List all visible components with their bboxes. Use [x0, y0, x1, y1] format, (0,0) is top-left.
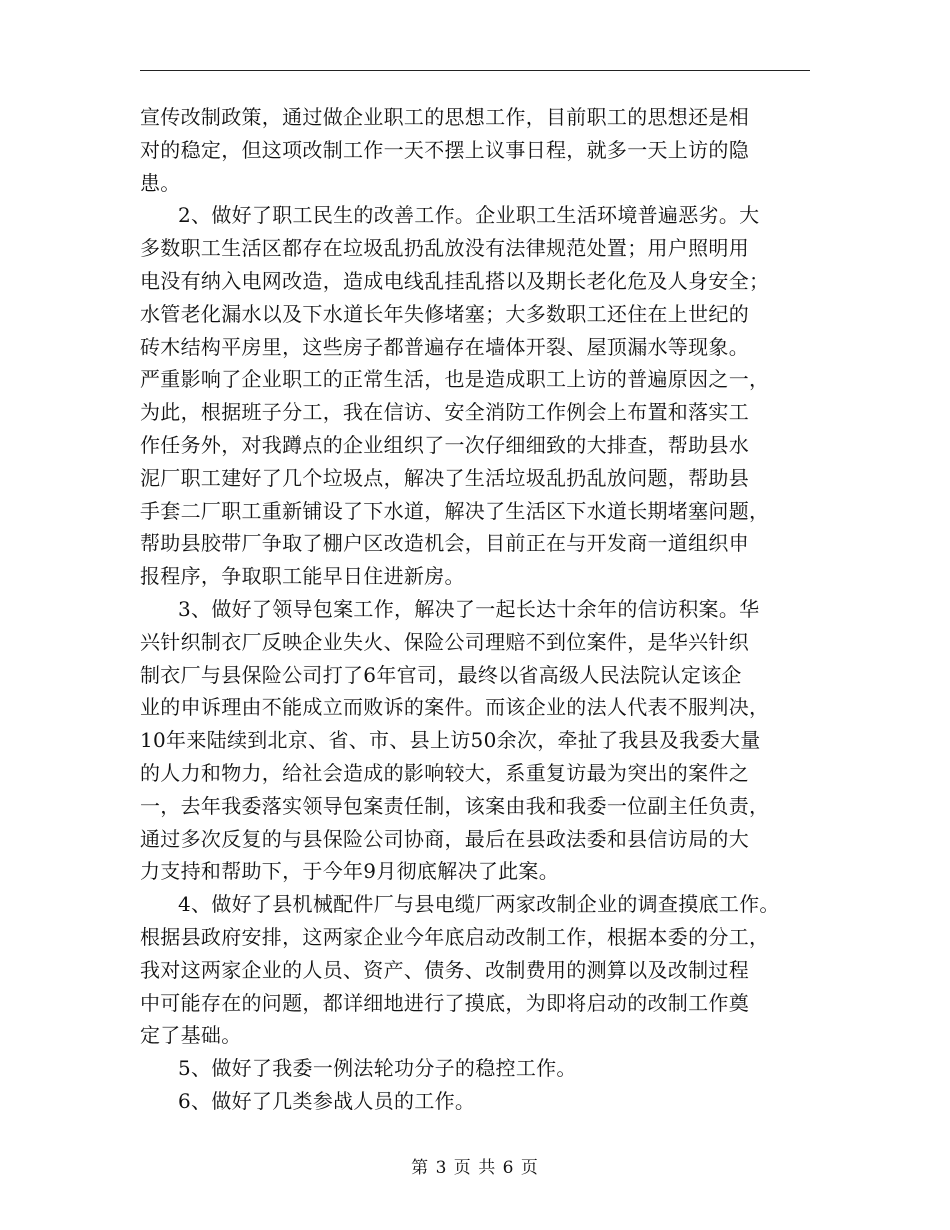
text-line: 3、做好了领导包案工作，解决了一起长达十余年的信访积案。华 [178, 596, 760, 621]
text-line: 根据县政府安排，这两家企业今年底启动改制工作，根据本委的分工， [140, 924, 770, 949]
header-rule [140, 70, 810, 71]
text-line: 多数职工生活区都存在垃圾乱扔乱放没有法律规范处置；用户照明用 [140, 236, 749, 261]
text-line: 严重影响了企业职工的正常生活，也是造成职工上访的普遍原因之一， [140, 367, 770, 392]
text-line: 帮助县胶带厂争取了棚户区改造机会，目前正在与开发商一道组织申 [140, 531, 749, 556]
text-line: 的人力和物力，给社会造成的影响较大，系重复访最为突出的案件之 [140, 760, 749, 785]
text-line: 手套二厂职工重新铺设了下水道，解决了生活区下水道长期堵塞问题， [140, 498, 770, 523]
text-line: 制衣厂与县保险公司打了6年官司，最终以省高级人民法院认定该企 [140, 662, 742, 687]
text-line: 定了基础。 [140, 1023, 242, 1048]
text-line: 水管老化漏水以及下水道长年失修堵塞；大多数职工还住在上世纪的 [140, 301, 749, 326]
text-line: 宣传改制政策，通过做企业职工的思想工作，目前职工的思想还是相 [140, 105, 749, 129]
text-line: 5、做好了我委一例法轮功分子的稳控工作。 [178, 1056, 577, 1081]
body-text [140, 101, 830, 1118]
text-line: 10年来陆续到北京、省、市、县上访50余次，牵扯了我县及我委大量 [140, 728, 761, 753]
text-line: 力支持和帮助下，于今年9月彻底解决了此案。 [140, 859, 560, 884]
text-line: 患。 [140, 170, 181, 195]
text-line: 报程序，争取职工能早日住进新房。 [140, 564, 465, 589]
text-line: 我对这两家企业的人员、资产、债务、改制费用的测算以及改制过程 [140, 957, 749, 982]
text-line: 作任务外，对我蹲点的企业组织了一次仔细细致的大排查，帮助县水 [140, 432, 749, 457]
text-line: 中可能存在的问题，都详细地进行了摸底，为即将启动的改制工作奠 [140, 990, 749, 1015]
text-line: 6、做好了几类参战人员的工作。 [178, 1088, 476, 1113]
text-line: 兴针织制衣厂反映企业失火、保险公司理赔不到位案件，是华兴针织 [140, 629, 749, 654]
text-line: 一，去年我委落实领导包案责任制，该案由我和我委一位副主任负责， [140, 793, 770, 818]
text-line: 泥厂职工建好了几个垃圾点，解决了生活垃圾乱扔乱放问题，帮助县 [140, 465, 749, 490]
text-line: 电没有纳入电网改造，造成电线乱挂乱搭以及期长老化危及人身安全； [140, 268, 770, 293]
text-line: 为此，根据班子分工，我在信访、安全消防工作例会上布置和落实工 [140, 400, 749, 425]
text-line: 2、做好了职工民生的改善工作。企业职工生活环境普遍恶劣。大 [178, 203, 760, 228]
text-line: 砖木结构平房里，这些房子都普遍存在墙体开裂、屋顶漏水等现象。 [140, 334, 749, 359]
text-line: 对的稳定，但这项改制工作一天不摆上议事日程，就多一天上访的隐 [140, 137, 749, 162]
text-line: 通过多次反复的与县保险公司协商，最后在县政法委和县信访局的大 [140, 826, 749, 851]
text-line: 4、做好了县机械配件厂与县电缆厂两家改制企业的调查摸底工作。 [178, 892, 780, 917]
page-footer: 第 3 页 共 6 页 [411, 1158, 539, 1178]
text-line: 业的申诉理由不能成立而败诉的案件。而该企业的法人代表不服判决， [140, 695, 770, 720]
